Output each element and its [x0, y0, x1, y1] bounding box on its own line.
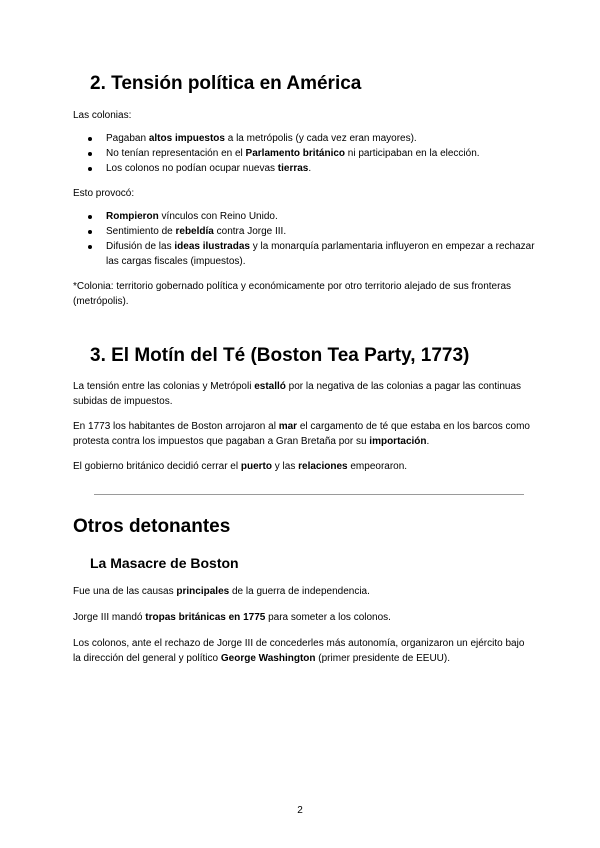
list-item [85, 239, 548, 269]
text-run: vínculos con Reino Unido. [158, 211, 278, 222]
bold-text: relaciones [298, 461, 348, 472]
text-run: El gobierno británico decidió cerrar el [73, 461, 241, 472]
text-run: Los colonos, ante el rechazo de Jorge III de concederles más autonomía, organizaron un ejército bajo la dirección del general y político [73, 638, 525, 664]
text-run: para someter a los colonos. [265, 612, 391, 623]
text-run: de la guerra de independencia. [229, 586, 370, 597]
text-run: Sentimiento de [106, 226, 176, 237]
boston-paragraph-1 [73, 379, 533, 409]
otros-detonantes-heading: Otros detonantes [73, 516, 231, 537]
colonia-footnote: *Colonia: territorio gobernado política y económicamente por otro territorio alejado de sus fronteras (metrópolis). [73, 281, 512, 307]
text-run: por la negativa de las colonias a pagar las continuas subidas de impuestos. [73, 381, 522, 407]
text-run: contra Jorge III. [213, 226, 287, 237]
bold-text: mar [278, 421, 298, 432]
text-run: empeoraron. [347, 461, 408, 472]
bold-text: tropas británicas en 1775 [145, 612, 266, 623]
text-run: En 1773 los habitantes de Boston arrojaron al [73, 421, 279, 432]
boston-paragraph-3 [73, 459, 533, 474]
text-run: a la metrópolis (y cada vez eran mayores). [224, 133, 417, 144]
text-run: . [308, 163, 312, 174]
result-list [85, 209, 548, 269]
horizontal-divider [94, 494, 524, 495]
otros-paragraph-3 [73, 636, 533, 666]
text-run: Los colonos no podían ocupar nuevas [106, 163, 278, 174]
text-run: y la monarquía parlamentaria influyeron en empezar a rechazar las cargas fiscales (impuestos). [106, 241, 535, 267]
text-run: y las [271, 461, 299, 472]
text-run: Fue una de las causas [73, 586, 177, 597]
text-run: (primer presidente de EEUU). [315, 653, 451, 664]
bold-text: rebeldía [175, 226, 214, 237]
boston-paragraph-2 [73, 419, 533, 449]
bold-text: puerto [240, 461, 272, 472]
bold-text: George Washington [220, 653, 316, 664]
bold-text: ideas ilustradas [174, 241, 250, 252]
bold-text: Rompieron [106, 211, 159, 222]
text-run: ni participaban en la elección. [345, 148, 480, 159]
list-item [85, 131, 548, 146]
bold-text: altos impuestos [148, 133, 225, 144]
text-run: el cargamento de té que estaba en los barcos como protesta contra los impuestos que pagaban a Gran Bretaña por su [73, 421, 530, 447]
page-number: 2 [297, 805, 303, 816]
text-run: Jorge III mandó [73, 612, 146, 623]
otros-paragraph-1 [73, 584, 533, 599]
section-2-heading: 2. Tensión política en América [90, 73, 362, 94]
bold-text: importación [369, 436, 427, 447]
text-run: Pagaban [106, 133, 149, 144]
text-run: La tensión entre las colonias y Metrópoli [73, 381, 255, 392]
otros-paragraph-2 [73, 610, 533, 625]
bold-text: Parlamento británico [245, 148, 346, 159]
bold-text: estalló [254, 381, 286, 392]
bold-text: tierras [277, 163, 309, 174]
list-item [85, 224, 548, 239]
masacre-boston-subheading: La Masacre de Boston [90, 555, 239, 571]
list-item [85, 146, 548, 161]
colonias-intro: Las colonias: [73, 110, 132, 121]
list-item [85, 209, 548, 224]
text-run: Difusión de las [106, 241, 175, 252]
section-3-heading: 3. El Motín del Té (Boston Tea Party, 1773) [90, 345, 470, 366]
text-run: No tenían representación en el [106, 148, 246, 159]
result-label: Esto provocó: [73, 188, 135, 199]
bold-text: principales [176, 586, 230, 597]
text-run: . [426, 436, 430, 447]
colonias-list [85, 131, 548, 176]
list-item [85, 161, 548, 176]
